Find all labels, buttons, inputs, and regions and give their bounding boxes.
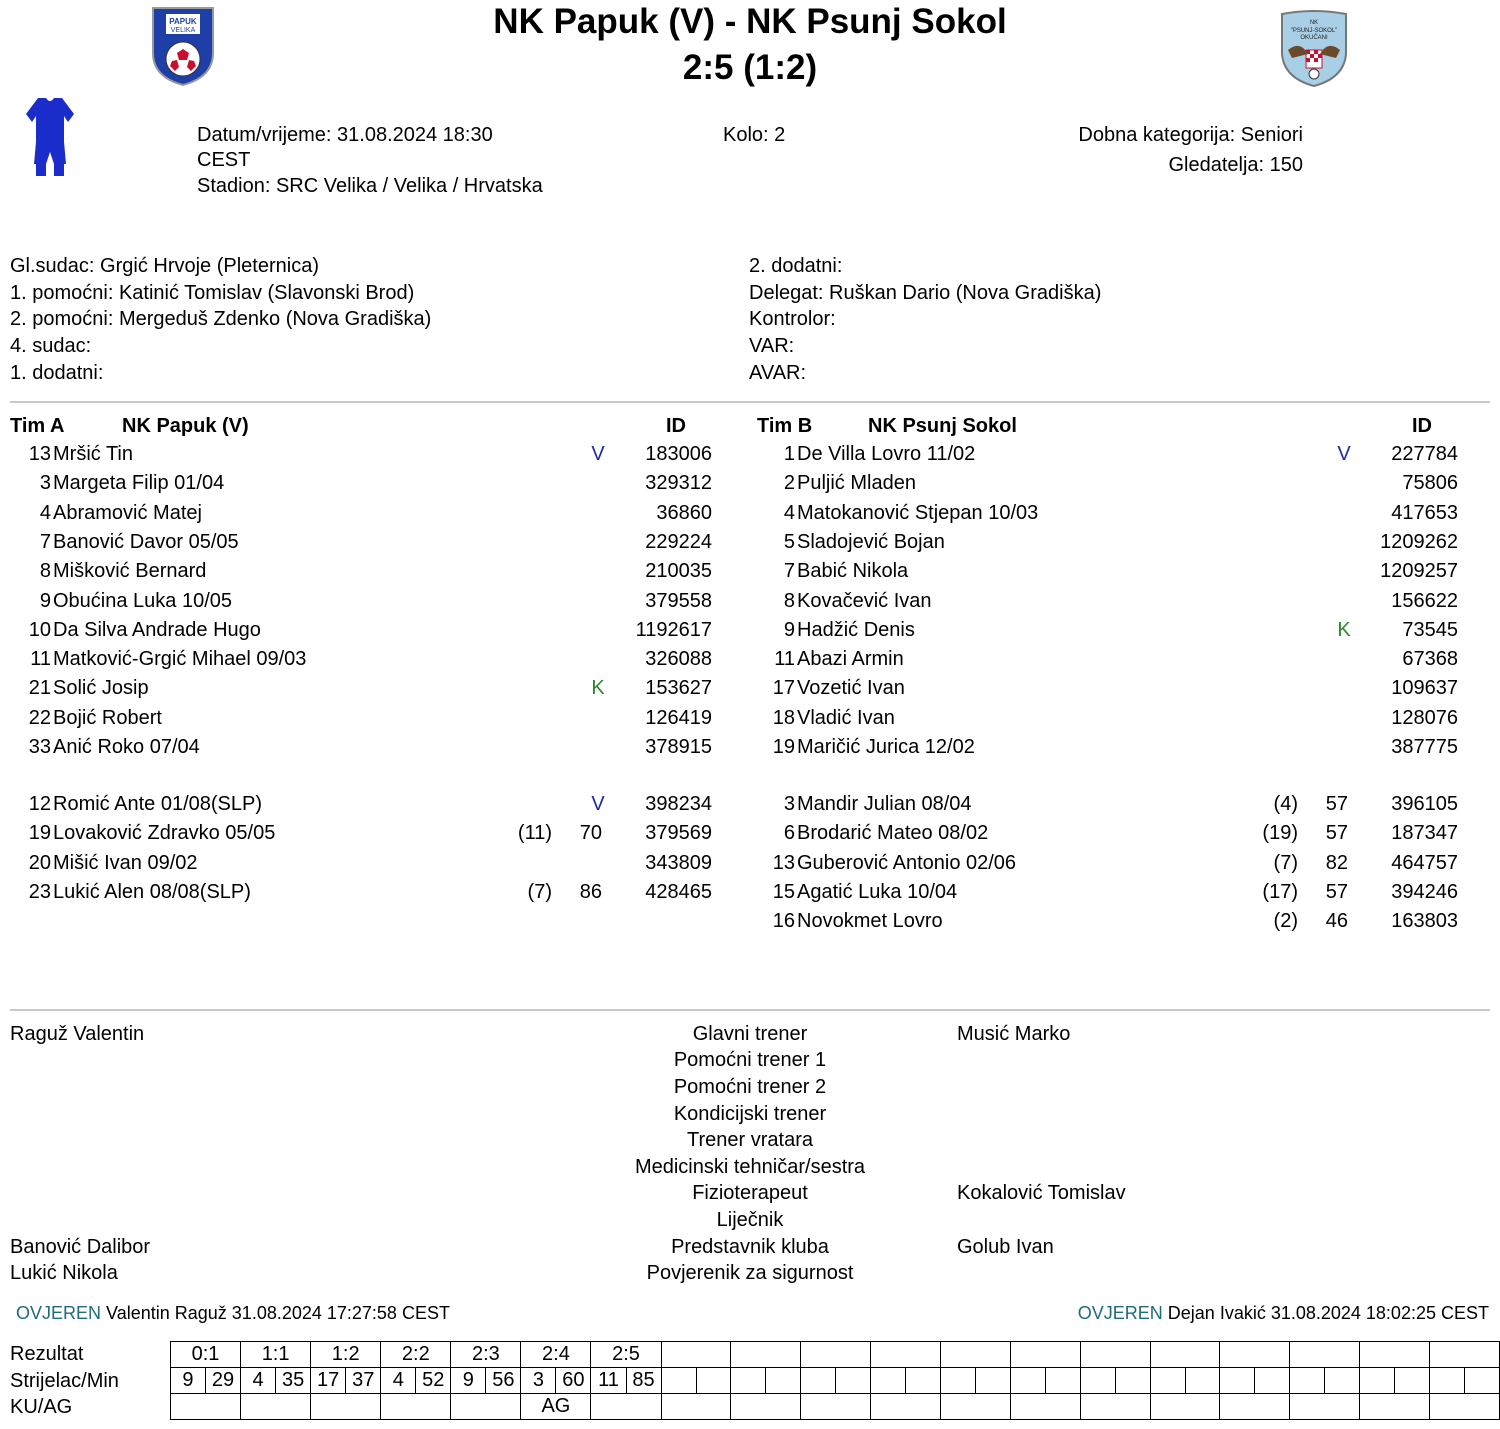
player-name: Solić Josip	[53, 677, 149, 700]
player-id: 126419	[645, 706, 712, 729]
staff-role: Pomoćni trener 1	[673, 1049, 827, 1071]
player-name: Matković-Grgić Mihael 09/03	[53, 648, 307, 671]
result-score-cell	[1360, 1342, 1430, 1368]
sub-minute: 57	[1325, 793, 1348, 815]
player-row	[13, 881, 722, 907]
result-score-cell	[801, 1342, 871, 1368]
goalkeeper-mark: V	[591, 793, 605, 815]
player-id: 326088	[645, 648, 712, 671]
sub-minute: 86	[579, 880, 602, 903]
scorer-number-cell	[871, 1368, 906, 1394]
player-row	[757, 707, 1468, 733]
ku-ag-cell	[731, 1394, 801, 1420]
player-number: 22	[28, 706, 51, 729]
svg-text:NK: NK	[1309, 20, 1319, 26]
player-name: Anić Roko 07/04	[53, 736, 200, 758]
sub-minute: 57	[1325, 880, 1348, 903]
player-name: Romić Ante 01/08(SLP)	[53, 793, 262, 815]
player-id: 329312	[645, 472, 712, 495]
result-score-cell: 1:1	[241, 1342, 311, 1368]
sub-minute: 70	[579, 822, 602, 845]
verification-right	[1078, 1303, 1489, 1324]
team-b-label: Tim B	[757, 415, 813, 437]
ku-ag-cell	[241, 1394, 311, 1420]
player-name: Novokmet Lovro	[797, 910, 943, 933]
official-avar: AVAR:	[749, 362, 807, 384]
result-score-cell	[1080, 1342, 1150, 1368]
team-b-name: NK Psunj Sokol	[868, 415, 1017, 437]
official-assistant-2: 2. pomoćni: Mergeduš Zdenko (Nova Gradiška)	[10, 308, 432, 330]
player-id: 464757	[1391, 851, 1458, 874]
sub-for-number: (4)	[1273, 793, 1298, 815]
result-score-cell: 2:5	[591, 1342, 661, 1368]
scorer-minute-cell	[906, 1368, 941, 1394]
player-name: Babić Nikola	[797, 560, 909, 583]
player-row	[13, 852, 722, 878]
sub-for-number: (2)	[1273, 910, 1298, 933]
player-name: De Villa Lovro 11/02	[797, 443, 976, 465]
ku-ag-cell	[1080, 1394, 1150, 1420]
player-row	[757, 531, 1468, 557]
sub-for-number: (7)	[527, 880, 552, 903]
player-row	[13, 560, 722, 586]
scorer-minute-cell	[1115, 1368, 1150, 1394]
player-name: Mršić Tin	[53, 443, 133, 465]
player-name: Bojić Robert	[53, 706, 162, 729]
result-score-cell: 1:2	[311, 1342, 381, 1368]
scorer-number-cell: 9	[171, 1368, 206, 1394]
result-score-cell	[731, 1342, 801, 1368]
divider	[10, 1009, 1490, 1011]
player-number: 11	[30, 648, 51, 671]
scorer-minute-cell: 60	[556, 1368, 591, 1394]
result-score-cell: 2:2	[381, 1342, 451, 1368]
player-name: Mandir Julian 08/04	[797, 793, 972, 815]
ku-ag-cell	[311, 1394, 381, 1420]
player-number: 9	[783, 618, 795, 641]
scorer-number-cell	[801, 1368, 836, 1394]
player-name: Mišić Ivan 09/02	[53, 851, 198, 874]
player-id: 417653	[1391, 501, 1458, 524]
verified-text: Dejan Ivakić 31.08.2024 18:02:25 CEST	[1167, 1303, 1489, 1323]
player-number: 9	[39, 589, 51, 612]
player-name: Lukić Alen 08/08(SLP)	[53, 880, 251, 903]
player-id: 109637	[1391, 677, 1458, 700]
captain-mark: K	[1337, 618, 1351, 641]
goals-table	[170, 1341, 1500, 1420]
player-name: Lovaković Zdravko 05/05	[53, 822, 276, 845]
player-number: 8	[39, 560, 51, 583]
player-id: 379558	[645, 589, 712, 612]
staff-role: Kondicijski trener	[673, 1103, 827, 1125]
staff-role: Medicinski tehničar/sestra	[634, 1156, 866, 1178]
player-id: 1192617	[635, 618, 712, 641]
player-id: 379569	[645, 822, 712, 845]
player-name: Kovačević Ivan	[797, 589, 932, 612]
ku-ag-cell	[1220, 1394, 1290, 1420]
player-name: Sladojević Bojan	[797, 530, 945, 553]
ku-ag-cell	[1010, 1394, 1080, 1420]
player-name: Obućina Luka 10/05	[53, 589, 233, 612]
player-id: 156622	[1391, 589, 1458, 612]
scorer-number-cell	[661, 1368, 696, 1394]
player-id: 398234	[645, 793, 712, 815]
match-stadium: Stadion: SRC Velika / Velika / Hrvatska	[197, 175, 543, 197]
player-name: Guberović Antonio 02/06	[797, 851, 1017, 874]
player-number: 7	[39, 530, 51, 553]
player-number: 4	[783, 501, 795, 524]
staff-role: Povjerenik za sigurnost	[646, 1262, 854, 1284]
player-row	[757, 822, 1468, 848]
sub-minute: 82	[1325, 851, 1348, 874]
player-number: 1	[783, 443, 795, 465]
player-number: 20	[28, 851, 51, 874]
player-id: 128076	[1391, 706, 1458, 729]
staff-role: Pomoćni trener 2	[673, 1076, 827, 1098]
player-number: 10	[28, 618, 51, 641]
player-number: 13	[772, 851, 795, 874]
match-timezone: CEST	[197, 149, 251, 171]
ku-ag-cell	[451, 1394, 521, 1420]
player-id: 153627	[645, 677, 712, 700]
staff-role: Trener vratara	[687, 1129, 813, 1151]
ku-ag-cell	[591, 1394, 661, 1420]
player-row	[13, 648, 722, 674]
result-score-cell	[1010, 1342, 1080, 1368]
result-score-cell: 2:3	[451, 1342, 521, 1368]
official-var: VAR:	[749, 335, 795, 357]
scorer-minute-cell	[766, 1368, 801, 1394]
player-number: 3	[783, 793, 795, 815]
scorer-minute-cell: 85	[626, 1368, 661, 1394]
player-name: Banović Davor 05/05	[53, 530, 239, 553]
player-row	[757, 619, 1468, 645]
player-number: 13	[28, 443, 51, 465]
scorer-number-cell	[731, 1368, 766, 1394]
scorer-minute-cell: 56	[486, 1368, 521, 1394]
player-row	[13, 531, 722, 557]
team-a-name: NK Papuk (V)	[122, 415, 249, 437]
ku-ag-cell	[801, 1394, 871, 1420]
scorer-minute-cell	[1395, 1368, 1430, 1394]
player-number: 11	[774, 648, 795, 671]
player-row	[13, 707, 722, 733]
official-delegate: Delegat: Ruškan Dario (Nova Gradiška)	[749, 282, 1102, 304]
staff-role: Glavni trener	[692, 1023, 808, 1045]
player-number: 19	[772, 736, 795, 758]
svg-text:"PSUNJ-SOKOL": "PSUNJ-SOKOL"	[1290, 28, 1338, 34]
player-name: Da Silva Andrade Hugo	[53, 618, 261, 641]
staff-name-team-a: Banović Dalibor	[10, 1236, 151, 1258]
player-row	[757, 793, 1468, 819]
sub-for-number: (7)	[1273, 851, 1298, 874]
player-row	[757, 502, 1468, 528]
goalkeeper-mark: V	[1337, 443, 1351, 465]
player-number: 21	[28, 677, 51, 700]
player-number: 6	[783, 822, 795, 845]
ku-ag-row	[171, 1394, 1500, 1420]
scorer-minute-cell	[696, 1368, 731, 1394]
ku-ag-cell	[1290, 1394, 1360, 1420]
player-row	[13, 502, 722, 528]
result-score-cell	[871, 1342, 941, 1368]
scorer-row	[171, 1368, 1500, 1394]
player-id: 428465	[645, 880, 712, 903]
player-id: 183006	[645, 443, 712, 465]
official-assistant-1: 1. pomoćni: Katinić Tomislav (Slavonski Brod)	[10, 282, 415, 304]
svg-text:VELIKA: VELIKA	[170, 27, 196, 34]
ku-ag-cell	[941, 1394, 1011, 1420]
official-referee: Gl.sudac: Grgić Hrvoje (Pleternica)	[10, 255, 319, 277]
player-name: Puljić Mladen	[797, 472, 916, 495]
player-number: 33	[28, 736, 51, 758]
player-row	[757, 910, 1468, 936]
player-name: Vozetić Ivan	[797, 677, 905, 700]
player-row	[13, 619, 722, 645]
scorer-minute-cell: 37	[346, 1368, 381, 1394]
scorer-minute-cell	[1185, 1368, 1220, 1394]
player-id: 396105	[1391, 793, 1458, 815]
player-row	[757, 590, 1468, 616]
result-score-cell	[1430, 1342, 1500, 1368]
player-row	[13, 677, 722, 703]
scorer-number-cell	[1220, 1368, 1255, 1394]
official-controller: Kontrolor:	[749, 308, 836, 330]
captain-mark: K	[591, 677, 605, 700]
player-id: 1209257	[1380, 560, 1458, 583]
scorer-number-cell	[1430, 1368, 1465, 1394]
team-a-label: Tim A	[10, 415, 65, 437]
player-name: Abazi Armin	[797, 648, 904, 671]
verified-label: OVJEREN	[1077, 1303, 1163, 1323]
staff-name-team-b: Musić Marko	[957, 1023, 1071, 1045]
staff-name-team-b: Golub Ivan	[957, 1236, 1054, 1258]
player-number: 2	[783, 472, 795, 495]
staff-role: Fizioterapeut	[692, 1182, 808, 1204]
divider	[10, 401, 1490, 403]
player-row	[757, 852, 1468, 878]
staff-name-team-a: Raguž Valentin	[10, 1023, 145, 1045]
verified-label: OVJEREN	[16, 1303, 102, 1323]
player-row	[757, 560, 1468, 586]
player-name: Matokanović Stjepan 10/03	[797, 501, 1039, 524]
team-b-id-header: ID	[1412, 415, 1432, 437]
player-id: 229224	[645, 530, 712, 553]
sub-for-number: (17)	[1262, 880, 1298, 903]
row-label-scorer: Strijelac/Min	[10, 1370, 119, 1392]
scorer-minute-cell: 52	[416, 1368, 451, 1394]
result-score-cell	[1290, 1342, 1360, 1368]
result-score-cell	[1220, 1342, 1290, 1368]
row-label-result: Rezultat	[10, 1343, 84, 1365]
player-row	[757, 736, 1468, 762]
player-id: 210035	[645, 560, 712, 583]
match-title: NK Papuk (V) - NK Psunj Sokol	[493, 2, 1007, 41]
team-a-id-header: ID	[666, 415, 686, 437]
player-row	[13, 443, 722, 469]
svg-text:PAPUK: PAPUK	[169, 17, 197, 26]
player-number: 15	[772, 880, 795, 903]
scorer-minute-cell: 29	[205, 1368, 240, 1394]
official-additional-1: 1. dodatni:	[10, 362, 104, 384]
ku-ag-cell	[171, 1394, 241, 1420]
sub-minute: 46	[1325, 910, 1348, 933]
scorer-minute-cell	[1255, 1368, 1290, 1394]
age-category: Dobna kategorija: Seniori	[1078, 124, 1303, 146]
scorer-number-cell: 17	[311, 1368, 346, 1394]
player-number: 8	[783, 589, 795, 612]
player-row	[13, 590, 722, 616]
player-number: 18	[772, 706, 795, 729]
player-id: 394246	[1391, 880, 1458, 903]
player-number: 5	[783, 530, 795, 553]
scorer-number-cell: 4	[381, 1368, 416, 1394]
player-id: 343809	[645, 851, 712, 874]
ku-ag-cell	[1360, 1394, 1430, 1420]
scorer-number-cell	[1150, 1368, 1185, 1394]
player-name: Mišković Bernard	[53, 560, 207, 583]
result-score-cell	[661, 1342, 731, 1368]
player-name: Brodarić Mateo 08/02	[797, 822, 989, 845]
ku-ag-cell	[661, 1394, 731, 1420]
home-jersey-icon	[24, 96, 76, 178]
ku-ag-cell	[871, 1394, 941, 1420]
player-row	[757, 443, 1468, 469]
player-row	[13, 472, 722, 498]
ku-ag-cell: AG	[521, 1394, 591, 1420]
scorer-number-cell	[941, 1368, 976, 1394]
sub-for-number: (11)	[517, 822, 552, 845]
player-name: Margeta Filip 01/04	[53, 472, 225, 495]
ku-ag-cell	[1430, 1394, 1500, 1420]
scorer-number-cell: 3	[521, 1368, 556, 1394]
scorer-number-cell: 4	[241, 1368, 276, 1394]
player-name: Hadžić Denis	[797, 618, 915, 641]
player-number: 19	[28, 822, 51, 845]
player-number: 3	[39, 472, 51, 495]
scorer-number-cell	[1360, 1368, 1395, 1394]
result-score-cell	[1150, 1342, 1220, 1368]
player-id: 187347	[1391, 822, 1458, 845]
player-number: 16	[772, 910, 795, 933]
match-datetime: Datum/vrijeme: 31.08.2024 18:30	[197, 124, 493, 146]
player-row	[13, 793, 722, 819]
scorer-number-cell: 9	[451, 1368, 486, 1394]
player-id: 73545	[1402, 618, 1458, 641]
player-id: 227784	[1391, 443, 1458, 465]
scorer-minute-cell	[1045, 1368, 1080, 1394]
player-number: 4	[39, 501, 51, 524]
scorer-number-cell	[1010, 1368, 1045, 1394]
match-score: 2:5 (1:2)	[682, 48, 818, 87]
player-row	[757, 472, 1468, 498]
player-row	[13, 736, 722, 762]
verification-left	[16, 1303, 450, 1324]
player-name: Vladić Ivan	[797, 706, 895, 729]
player-id: 67368	[1402, 648, 1458, 671]
verified-text: Valentin Raguž 31.08.2024 17:27:58 CEST	[106, 1303, 450, 1323]
scorer-minute-cell	[1325, 1368, 1360, 1394]
result-score-cell: 0:1	[171, 1342, 241, 1368]
row-label-ku-ag: KU/AG	[10, 1396, 73, 1418]
scorer-number-cell: 11	[591, 1368, 626, 1394]
scorer-minute-cell	[1464, 1368, 1499, 1394]
player-number: 12	[28, 793, 51, 815]
player-id: 36860	[656, 501, 712, 524]
player-name: Agatić Luka 10/04	[797, 880, 958, 903]
player-row	[757, 677, 1468, 703]
ku-ag-cell	[1150, 1394, 1220, 1420]
official-additional-2: 2. dodatni:	[749, 255, 843, 277]
spectators-count: Gledatelja: 150	[1168, 154, 1303, 176]
player-number: 23	[28, 880, 51, 903]
result-row	[171, 1342, 1500, 1368]
player-id: 387775	[1391, 736, 1458, 758]
result-score-cell: 2:4	[521, 1342, 591, 1368]
sub-for-number: (19)	[1262, 822, 1298, 845]
player-id: 163803	[1391, 910, 1458, 933]
player-name: Abramović Matej	[53, 501, 202, 524]
result-score-cell	[941, 1342, 1011, 1368]
staff-role: Predstavnik kluba	[671, 1236, 829, 1258]
player-id: 1209262	[1380, 530, 1458, 553]
scorer-minute-cell	[975, 1368, 1010, 1394]
match-round: Kolo: 2	[723, 124, 786, 146]
staff-name-team-a: Lukić Nikola	[10, 1262, 118, 1284]
player-number: 17	[772, 677, 795, 700]
staff-role: Liječnik	[716, 1209, 784, 1231]
ku-ag-cell	[381, 1394, 451, 1420]
player-name: Maričić Jurica 12/02	[797, 736, 975, 758]
player-number: 7	[783, 560, 795, 583]
player-row	[757, 881, 1468, 907]
scorer-minute-cell: 35	[276, 1368, 311, 1394]
player-row	[13, 822, 722, 848]
official-fourth: 4. sudac:	[10, 335, 92, 357]
scorer-number-cell	[1080, 1368, 1115, 1394]
svg-text:OKUČANI: OKUČANI	[1300, 35, 1328, 41]
player-row	[757, 648, 1468, 674]
goalkeeper-mark: V	[591, 443, 605, 465]
sub-minute: 57	[1325, 822, 1348, 845]
scorer-number-cell	[1290, 1368, 1325, 1394]
scorer-minute-cell	[836, 1368, 871, 1394]
player-id: 378915	[645, 736, 712, 758]
staff-name-team-b: Kokalović Tomislav	[957, 1182, 1126, 1204]
player-id: 75806	[1402, 472, 1458, 495]
